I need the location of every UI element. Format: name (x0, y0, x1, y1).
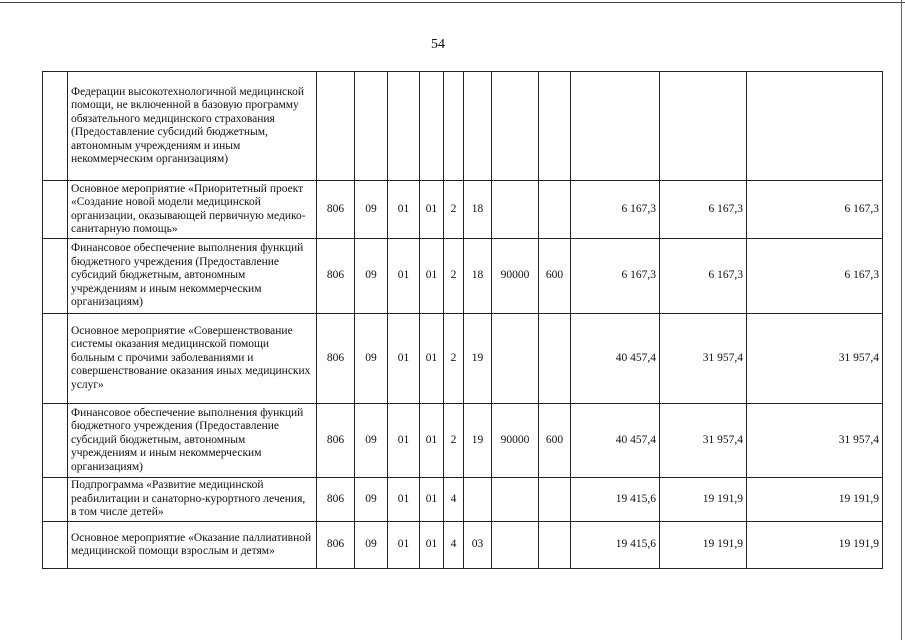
table-row (43, 478, 883, 522)
amount-year1-cell: 19 415,6 (571, 522, 660, 569)
event-code-cell: 19 (464, 314, 492, 404)
amount-year3-cell: 6 167,3 (747, 181, 883, 239)
expense-type-cell (539, 478, 571, 522)
program-code-cell: 01 (420, 181, 444, 239)
ministry-code-cell (317, 72, 355, 181)
direction-code-cell: 90000 (492, 404, 539, 478)
subsection-code-cell: 01 (388, 239, 420, 314)
row-number-cell (43, 478, 68, 522)
table-row (43, 72, 883, 181)
subsection-code-cell: 01 (388, 181, 420, 239)
direction-code-cell (492, 522, 539, 569)
event-code-cell: 03 (464, 522, 492, 569)
direction-code-cell (492, 478, 539, 522)
item-name-cell: Федерации высокотехнологичной медицинской помощи, не включенной в базовую программу обязательного медицинского страхования (Предоставление субсидий бюджетным, автономным учреждениям и иным некоммерческим организациям) (68, 72, 317, 181)
subsection-code-cell: 01 (388, 478, 420, 522)
ministry-code-cell: 806 (317, 181, 355, 239)
amount-year2-cell: 31 957,4 (660, 404, 747, 478)
amount-year2-cell: 19 191,9 (660, 522, 747, 569)
item-name-cell: Финансовое обеспечение выполнения функций бюджетного учреждения (Предоставление субсидий бюджетным, автономным учреждениям и иным некоммерческим организациям) (68, 404, 317, 478)
table-row (43, 404, 883, 478)
subprogram-code-cell: 2 (444, 404, 464, 478)
subsection-code-cell (388, 72, 420, 181)
subprogram-code-cell: 2 (444, 239, 464, 314)
subprogram-code-cell: 2 (444, 181, 464, 239)
row-number-cell (43, 522, 68, 569)
event-code-cell (464, 72, 492, 181)
expense-type-cell: 600 (539, 404, 571, 478)
amount-year3-cell (747, 72, 883, 181)
amount-year2-cell (660, 72, 747, 181)
amount-year1-cell: 6 167,3 (571, 181, 660, 239)
expense-type-cell: 600 (539, 239, 571, 314)
row-number-cell (43, 314, 68, 404)
amount-year3-cell: 19 191,9 (747, 478, 883, 522)
item-name-cell: Подпрограмма «Развитие медицинской реабилитации и санаторно-курортного лечения, в том числе детей» (68, 478, 317, 522)
expense-type-cell (539, 72, 571, 181)
section-code-cell: 09 (355, 478, 388, 522)
program-code-cell (420, 72, 444, 181)
expense-type-cell (539, 181, 571, 239)
event-code-cell: 18 (464, 181, 492, 239)
ministry-code-cell: 806 (317, 522, 355, 569)
amount-year1-cell: 40 457,4 (571, 404, 660, 478)
amount-year3-cell: 31 957,4 (747, 314, 883, 404)
item-name-cell: Основное мероприятие «Совершенствование системы оказания медицинской помощи больным с прочими заболеваниями и совершенствование оказания иных медицинских услуг» (68, 314, 317, 404)
ministry-code-cell: 806 (317, 314, 355, 404)
amount-year1-cell (571, 72, 660, 181)
event-code-cell (464, 478, 492, 522)
subprogram-code-cell: 2 (444, 314, 464, 404)
expense-type-cell (539, 314, 571, 404)
row-number-cell (43, 72, 68, 181)
amount-year3-cell: 31 957,4 (747, 404, 883, 478)
event-code-cell: 18 (464, 239, 492, 314)
subsection-code-cell: 01 (388, 522, 420, 569)
row-number-cell (43, 181, 68, 239)
ministry-code-cell: 806 (317, 404, 355, 478)
amount-year2-cell: 6 167,3 (660, 181, 747, 239)
amount-year2-cell: 31 957,4 (660, 314, 747, 404)
budget-table (42, 71, 883, 569)
subsection-code-cell: 01 (388, 314, 420, 404)
amount-year1-cell: 6 167,3 (571, 239, 660, 314)
subsection-code-cell: 01 (388, 404, 420, 478)
program-code-cell: 01 (420, 404, 444, 478)
section-code-cell: 09 (355, 181, 388, 239)
expense-type-cell (539, 522, 571, 569)
section-code-cell: 09 (355, 522, 388, 569)
amount-year2-cell: 6 167,3 (660, 239, 747, 314)
program-code-cell: 01 (420, 239, 444, 314)
row-number-cell (43, 404, 68, 478)
direction-code-cell (492, 181, 539, 239)
amount-year1-cell: 19 415,6 (571, 478, 660, 522)
section-code-cell: 09 (355, 404, 388, 478)
direction-code-cell (492, 314, 539, 404)
page-number: 54 (431, 37, 445, 52)
table-row (43, 181, 883, 239)
amount-year1-cell: 40 457,4 (571, 314, 660, 404)
section-code-cell: 09 (355, 239, 388, 314)
direction-code-cell: 90000 (492, 239, 539, 314)
event-code-cell: 19 (464, 404, 492, 478)
program-code-cell: 01 (420, 522, 444, 569)
scan-top-edge (0, 2, 905, 3)
subprogram-code-cell: 4 (444, 478, 464, 522)
section-code-cell: 09 (355, 314, 388, 404)
amount-year3-cell: 6 167,3 (747, 239, 883, 314)
item-name-cell: Основное мероприятие «Приоритетный проект «Создание новой модели медицинской организации, оказывающей первичную медико-санитарную помощь» (68, 181, 317, 239)
amount-year3-cell: 19 191,9 (747, 522, 883, 569)
row-number-cell (43, 239, 68, 314)
subprogram-code-cell: 4 (444, 522, 464, 569)
table-row (43, 522, 883, 569)
program-code-cell: 01 (420, 478, 444, 522)
table-row (43, 314, 883, 404)
item-name-cell: Основное мероприятие «Оказание паллиативной медицинской помощи взрослым и детям» (68, 522, 317, 569)
amount-year2-cell: 19 191,9 (660, 478, 747, 522)
subprogram-code-cell (444, 72, 464, 181)
direction-code-cell (492, 72, 539, 181)
section-code-cell (355, 72, 388, 181)
table-row (43, 239, 883, 314)
scan-right-edge (901, 0, 902, 640)
item-name-cell: Финансовое обеспечение выполнения функций бюджетного учреждения (Предоставление субсидий бюджетным, автономным учреждениям и иным некоммерческим организациям) (68, 239, 317, 314)
ministry-code-cell: 806 (317, 478, 355, 522)
ministry-code-cell: 806 (317, 239, 355, 314)
program-code-cell: 01 (420, 314, 444, 404)
